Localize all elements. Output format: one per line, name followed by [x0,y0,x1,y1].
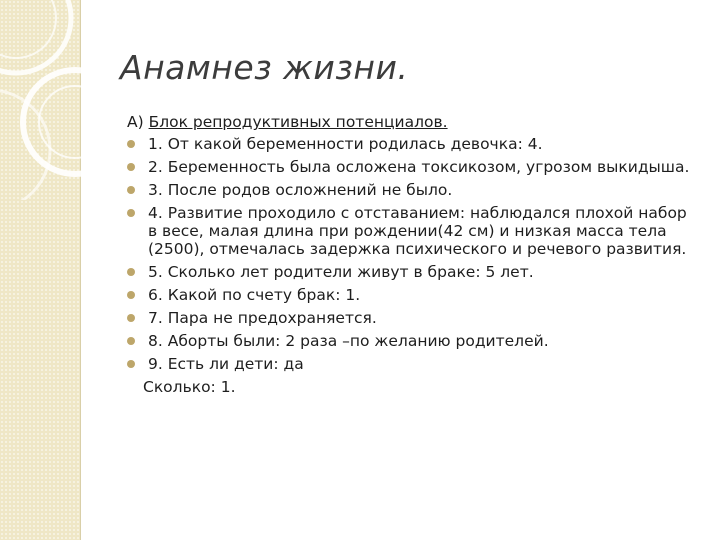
bullet-icon [127,337,135,345]
decorative-side-panel [0,0,80,540]
bullet-icon [127,163,135,171]
list-item-text: 1. От какой беременности родилась девочка: 4. [148,135,543,153]
list-item-text: 2. Беременность была осложена токсикозом, угрозом выкидыша. [148,158,690,176]
item-list [127,135,697,373]
list-item [127,355,697,373]
page-title: Анамнез жизни. [120,48,409,87]
bullet-icon [127,314,135,322]
list-item [127,204,697,258]
bullet-icon [127,268,135,276]
list-item-text: 6. Какой по счету брак: 1. [148,286,361,304]
side-panel-border [80,0,81,540]
section-heading: Блок репродуктивных потенциалов. [148,113,448,131]
bullet-icon [127,140,135,148]
list-item [127,286,697,304]
list-item-text: 4. Развитие проходило с отставанием: наблюдался плохой набор в весе, малая длина при рождении(42 см) и низкая масса тела (2500), отмечалась задержка психического и речевого развития. [148,204,687,258]
list-item-text: 5. Сколько лет родители живут в браке: 5 лет. [148,263,534,281]
list-item-text: 3. После родов осложнений не было. [148,181,453,199]
list-item [127,181,697,199]
bullet-icon [127,209,135,217]
list-item [127,309,697,327]
bullet-icon [127,291,135,299]
list-item [127,135,697,153]
bullet-icon [127,186,135,194]
section-prefix: А) [127,113,149,131]
list-item [127,332,697,350]
bullet-icon [127,360,135,368]
list-item [127,263,697,281]
list-item [127,158,697,176]
list-item-text: 7. Пара не предохраняется. [148,309,377,327]
list-item-text: 8. Аборты были: 2 раза –по желанию родителей. [148,332,549,350]
list-item-text: 9. Есть ли дети: да [148,355,304,373]
children-count-line: Сколько: 1. [143,378,236,396]
section-heading-line [127,112,697,132]
slide-content [127,112,697,396]
